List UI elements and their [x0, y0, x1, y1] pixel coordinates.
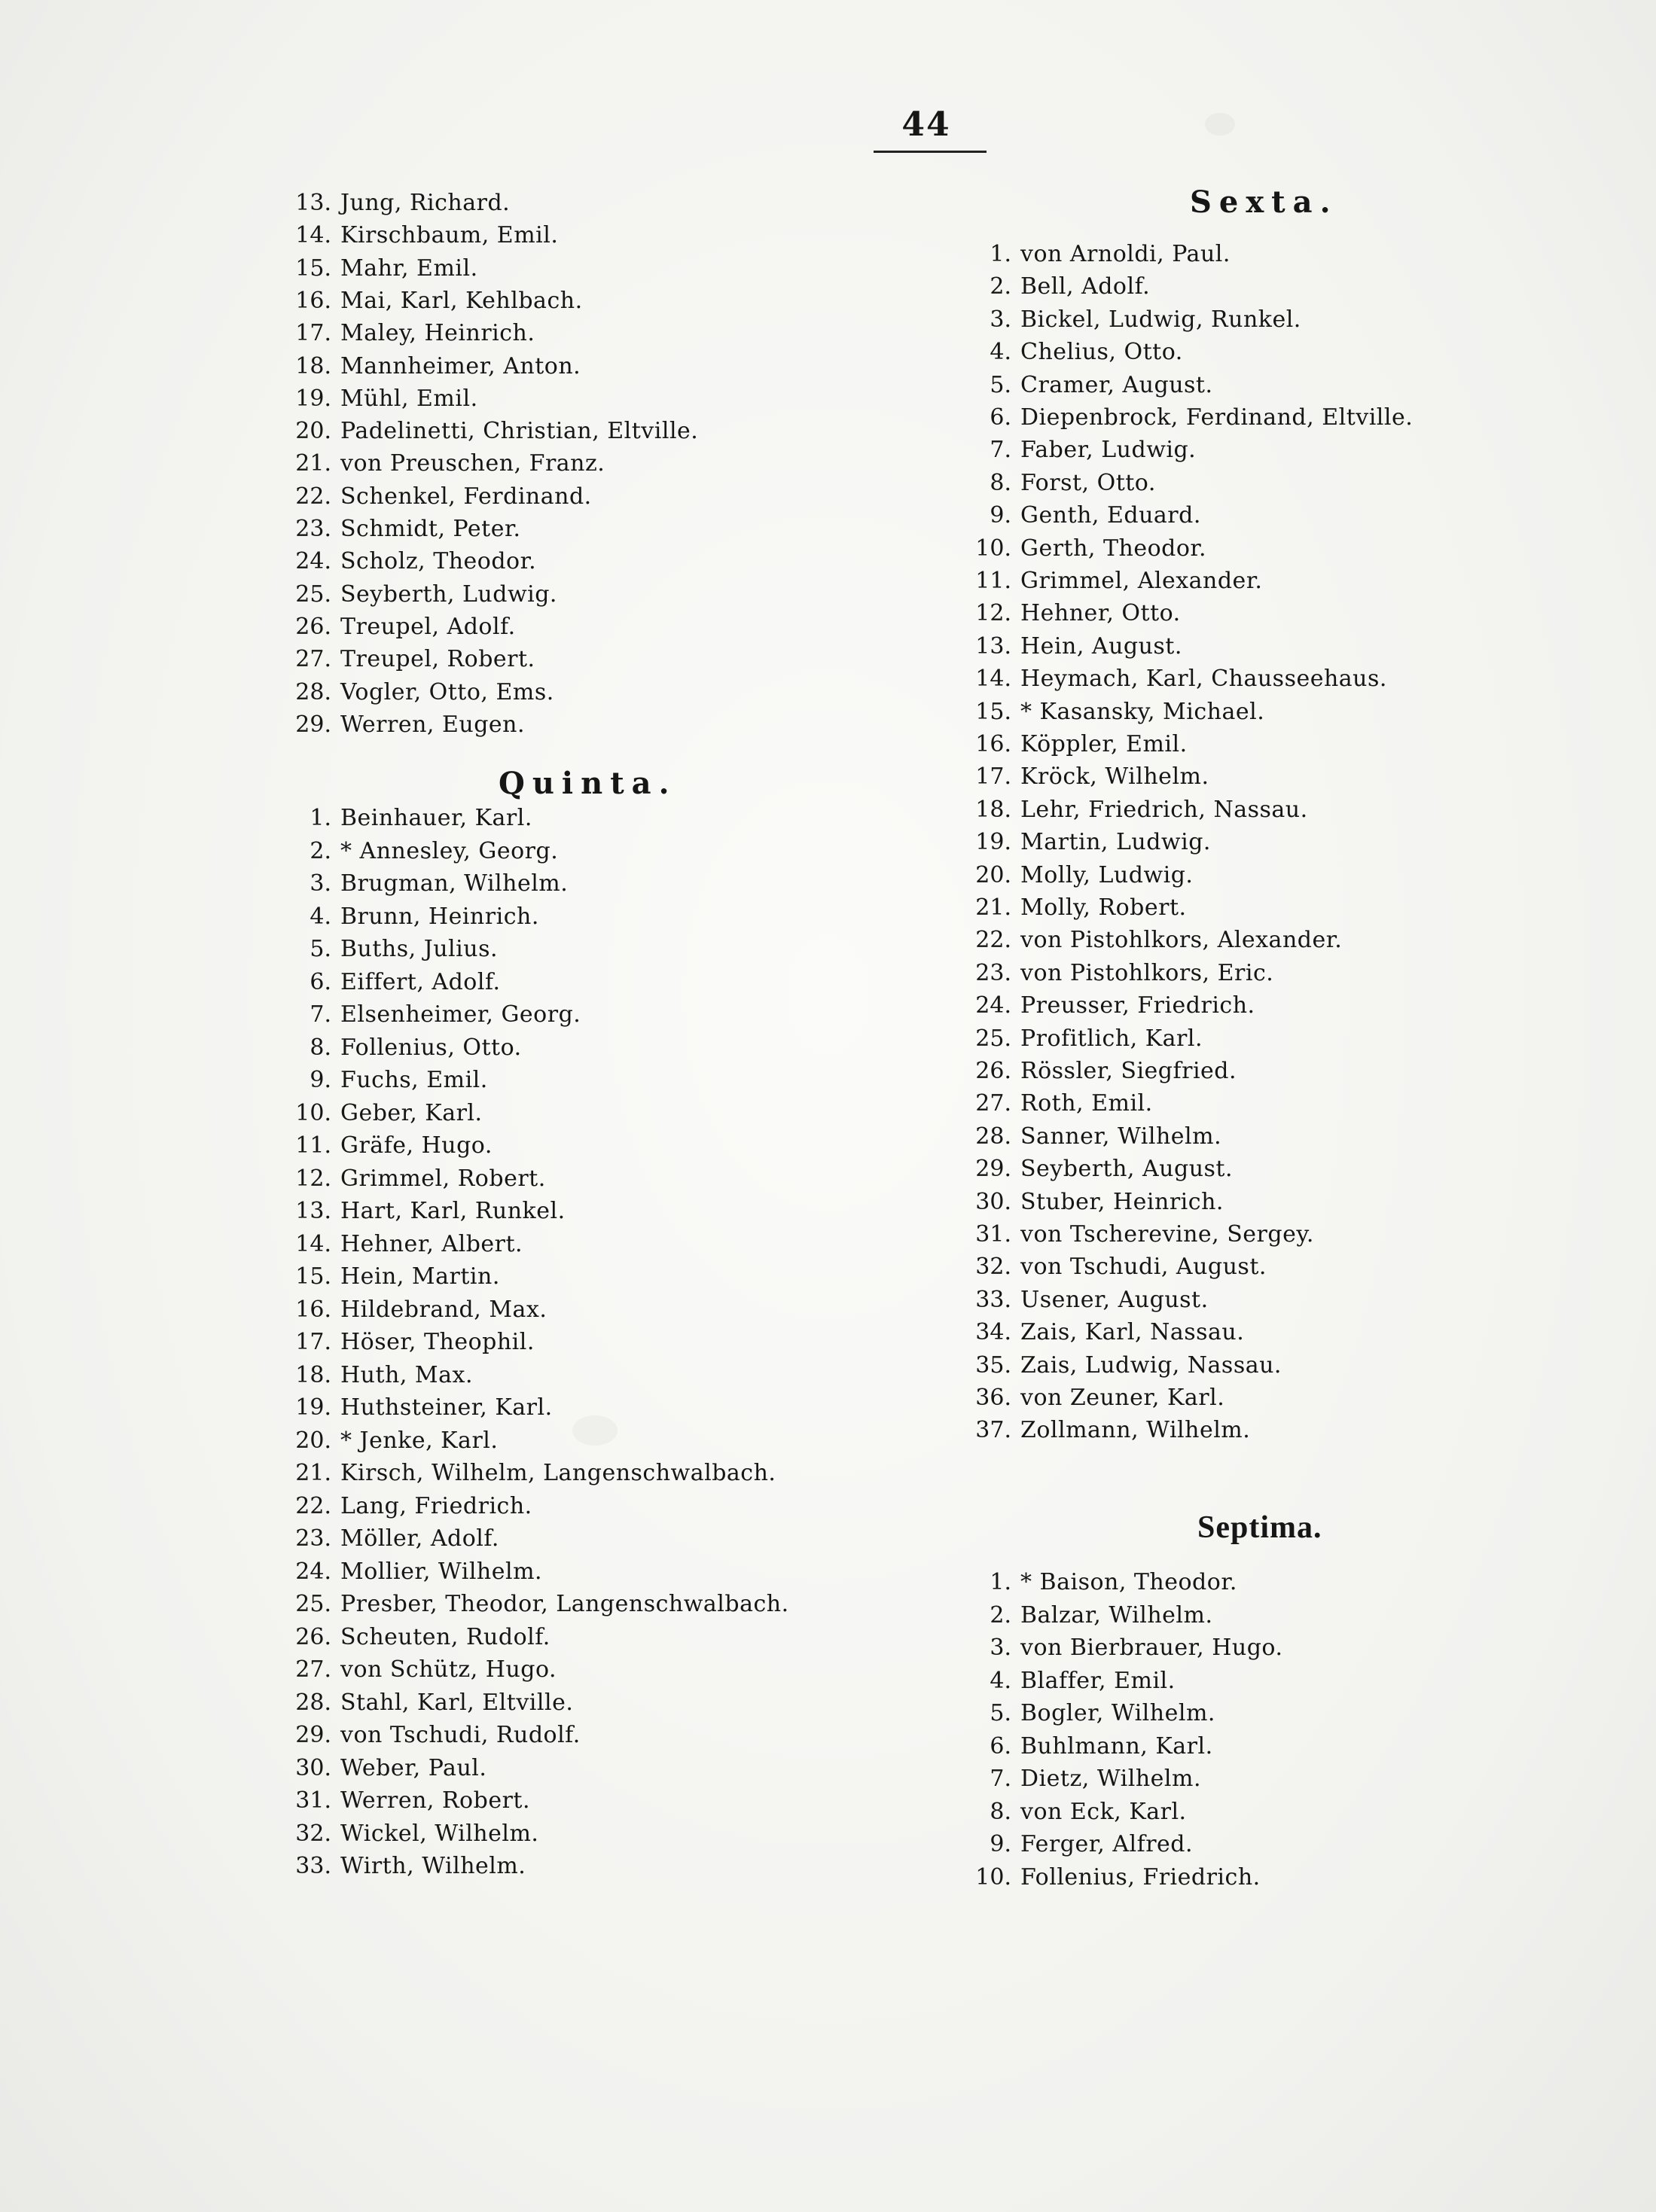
list-entry: [960, 370, 1213, 401]
list-entry: [280, 482, 592, 512]
entry-name: Forst, Otto.: [1020, 469, 1156, 496]
list-entry: [960, 1699, 1215, 1729]
list-entry: [960, 861, 1193, 891]
list-entry: [960, 566, 1262, 596]
entry-number: 18.: [975, 796, 1011, 823]
entry-name: von Arnoldi, Paul.: [1020, 241, 1231, 267]
entry-number: 24.: [295, 1558, 331, 1585]
entry-name: Zais, Ludwig, Nassau.: [1020, 1351, 1282, 1379]
list-entry: [960, 435, 1196, 465]
entry-number: 8.: [310, 1034, 331, 1061]
entry-number: 24.: [975, 992, 1011, 1019]
entry-name: Rössler, Siegfried.: [1020, 1058, 1237, 1084]
list-entry: [280, 1426, 498, 1456]
entry-number: 23.: [295, 516, 331, 542]
entry-name: Blaffer, Emil.: [1020, 1667, 1176, 1694]
entry-number: 10.: [295, 1099, 331, 1126]
entry-number: 25.: [295, 1591, 331, 1617]
entry-number: 19.: [295, 385, 331, 412]
entry-number: 24.: [295, 548, 331, 575]
entry-number: 30.: [975, 1188, 1011, 1215]
entry-number: 7.: [310, 1001, 331, 1028]
list-entry: [280, 644, 535, 675]
list-entry: [280, 1360, 473, 1391]
entry-name: Hehner, Otto.: [1020, 600, 1181, 627]
entry-name: Wickel, Wilhelm.: [340, 1820, 539, 1847]
entry-name: Heymach, Karl, Chausseehaus.: [1020, 666, 1387, 693]
entry-name: Werren, Robert.: [340, 1787, 531, 1814]
list-entry: [960, 795, 1308, 825]
list-entry: [960, 1285, 1209, 1315]
entry-number: 27.: [295, 1656, 331, 1683]
entry-number: 2.: [990, 273, 1011, 300]
list-entry: [960, 1318, 1244, 1348]
list-entry: [960, 305, 1301, 335]
entry-number: 28.: [295, 678, 331, 705]
entry-name: Zais, Karl, Nassau.: [1020, 1319, 1245, 1346]
list-entry: [280, 1065, 488, 1095]
page-number-rule: [874, 151, 987, 153]
entry-number: 5.: [990, 371, 1011, 398]
entry-name: Huthsteiner, Karl.: [340, 1394, 553, 1421]
list-entry: [280, 1524, 499, 1554]
entry-number: 29.: [295, 711, 331, 738]
entry-name: Vogler, Otto, Ems.: [340, 678, 554, 705]
entry-number: 16.: [295, 287, 331, 314]
entry-number: 15.: [295, 1263, 331, 1290]
entry-name: Seyberth, Ludwig.: [340, 580, 557, 608]
list-entry: [960, 1383, 1224, 1413]
entry-name: Martin, Ludwig.: [1020, 829, 1211, 856]
entry-name: Hein, Martin.: [340, 1263, 500, 1290]
entry-name: Mollier, Wilhelm.: [340, 1558, 543, 1585]
list-entry: [280, 967, 501, 998]
list-entry: [280, 547, 536, 577]
entry-name: Treupel, Robert.: [340, 646, 535, 673]
septima-heading: Septima.: [1197, 1510, 1322, 1545]
list-entry: [280, 1196, 566, 1226]
list-entry: [280, 1229, 523, 1260]
entry-name: von Schütz, Hugo.: [340, 1656, 557, 1683]
entry-name: Schenkel, Ferdinand.: [340, 483, 592, 510]
entry-number: 12.: [295, 1165, 331, 1192]
entry-name: Gerth, Theodor.: [1020, 535, 1207, 562]
entry-name: Kirschbaum, Emil.: [340, 222, 559, 249]
entry-name: Mai, Karl, Kehlbach.: [340, 287, 583, 314]
entry-name: Lang, Friedrich.: [340, 1492, 532, 1519]
entry-name: Bogler, Wilhelm.: [1020, 1700, 1215, 1726]
entry-name: Ferger, Alfred.: [1020, 1831, 1194, 1857]
list-entry: [280, 612, 516, 642]
entry-name: Elsenheimer, Georg.: [340, 1001, 581, 1028]
list-entry: [960, 272, 1150, 302]
list-entry: [960, 501, 1201, 531]
list-entry: [280, 384, 478, 414]
entry-number: 14.: [295, 222, 331, 249]
entry-name: Scholz, Theodor.: [340, 548, 537, 575]
entry-name: von Tschudi, Rudolf.: [340, 1722, 581, 1748]
entry-name: Geber, Karl.: [340, 1099, 483, 1126]
entry-number: 13.: [295, 1198, 331, 1224]
entry-name: Buths, Julius.: [340, 936, 499, 962]
list-entry: [280, 449, 605, 479]
entry-name: Beinhauer, Karl.: [340, 805, 532, 831]
entry-number: 8.: [990, 1798, 1011, 1825]
entry-number: 12.: [975, 600, 1011, 627]
entry-number: 6.: [990, 404, 1011, 431]
entry-name: Presber, Theodor, Langenschwalbach.: [340, 1591, 789, 1617]
list-entry: [960, 1415, 1250, 1446]
entry-number: 26.: [975, 1058, 1011, 1084]
entry-name: von Tscherevine, Sergey.: [1020, 1221, 1314, 1248]
entry-name: Seyberth, August.: [1020, 1156, 1234, 1183]
list-entry: [280, 1295, 547, 1325]
entry-name: Gräfe, Hugo.: [340, 1132, 493, 1159]
list-entry: [960, 1351, 1282, 1381]
list-entry: [960, 632, 1182, 662]
entry-name: Köppler, Emil.: [1020, 731, 1188, 757]
entry-number: 33.: [295, 1853, 331, 1879]
list-entry: [280, 1164, 546, 1194]
entry-number: 16.: [295, 1296, 331, 1323]
entry-number: 2.: [310, 837, 331, 864]
entry-number: 35.: [975, 1351, 1011, 1379]
entry-number: 19.: [975, 829, 1011, 856]
list-entry: [960, 599, 1181, 629]
entry-number: 37.: [975, 1417, 1011, 1444]
entry-name: Usener, August.: [1020, 1286, 1209, 1313]
entry-number: 28.: [975, 1123, 1011, 1150]
page-number: 44: [901, 105, 951, 144]
entry-number: 23.: [295, 1525, 331, 1552]
entry-name: Maley, Heinrich.: [340, 320, 535, 347]
entry-number: 27.: [975, 1090, 1011, 1117]
entry-number: 13.: [975, 632, 1011, 660]
list-entry: [960, 730, 1188, 760]
list-entry: [280, 1753, 486, 1784]
entry-name: Stahl, Karl, Eltville.: [340, 1689, 574, 1716]
entry-number: 20.: [295, 418, 331, 445]
entry-number: 20.: [295, 1427, 331, 1454]
list-entry: [960, 958, 1273, 989]
quinta-heading: Quinta.: [499, 766, 677, 801]
entry-number: 20.: [975, 861, 1011, 888]
list-entry: [280, 803, 532, 833]
list-entry: [280, 1589, 789, 1619]
entry-name: Hart, Karl, Runkel.: [340, 1198, 566, 1224]
entry-number: 21.: [975, 894, 1011, 921]
entry-number: 3.: [310, 870, 331, 897]
list-entry: [280, 1819, 538, 1849]
entry-number: 21.: [295, 1460, 331, 1486]
entry-name: Buhlmann, Karl.: [1020, 1732, 1213, 1760]
entry-number: 33.: [975, 1286, 1011, 1313]
list-entry: [280, 1098, 483, 1129]
list-entry: [960, 1568, 1237, 1598]
entry-name: Möller, Adolf.: [340, 1525, 499, 1552]
entry-number: 34.: [975, 1319, 1011, 1346]
list-entry: [960, 534, 1206, 564]
list-entry: [280, 869, 568, 899]
entry-name: Eiffert, Adolf.: [340, 968, 501, 995]
entry-name: Grimmel, Robert.: [340, 1165, 546, 1192]
entry-number: 1.: [990, 241, 1011, 267]
entry-number: 4.: [990, 339, 1011, 366]
list-entry: [280, 286, 583, 316]
entry-number: 21.: [295, 450, 331, 477]
entry-number: 28.: [295, 1689, 331, 1716]
entry-name: * Kasansky, Michael.: [1020, 698, 1265, 725]
entry-number: 15.: [975, 698, 1011, 725]
entry-name: Huth, Max.: [340, 1361, 473, 1388]
list-entry: [280, 902, 539, 932]
entry-number: 10.: [975, 1863, 1011, 1891]
entry-name: von Bierbrauer, Hugo.: [1020, 1635, 1283, 1661]
entry-number: 26.: [295, 613, 331, 640]
entry-name: von Zeuner, Karl.: [1020, 1385, 1225, 1411]
entry-number: 11.: [295, 1132, 331, 1159]
list-entry: [960, 468, 1156, 498]
list-entry: [280, 1786, 530, 1816]
list-entry: [280, 1720, 581, 1750]
entry-number: 17.: [295, 320, 331, 347]
entry-number: 22.: [295, 1492, 331, 1519]
list-entry: [280, 934, 498, 964]
list-entry: [280, 1033, 522, 1063]
entry-name: Molly, Ludwig.: [1020, 861, 1194, 888]
entry-number: 7.: [990, 437, 1011, 464]
entry-number: 26.: [295, 1623, 331, 1650]
list-entry: [280, 1851, 526, 1881]
entry-number: 30.: [295, 1754, 331, 1781]
list-entry: [960, 762, 1209, 792]
list-entry: [960, 1187, 1224, 1217]
list-entry: [280, 254, 478, 284]
list-entry: [960, 1056, 1237, 1086]
entry-number: 17.: [975, 763, 1011, 791]
entry-name: Jung, Richard.: [340, 190, 511, 216]
entry-number: 1.: [310, 805, 331, 831]
entry-number: 29.: [975, 1156, 1011, 1183]
entry-name: Kirsch, Wilhelm, Langenschwalbach.: [340, 1460, 776, 1486]
list-entry: [960, 1732, 1213, 1762]
entry-number: 32.: [975, 1254, 1011, 1281]
entry-name: Mahr, Emil.: [340, 254, 478, 282]
entry-number: 25.: [295, 580, 331, 608]
list-entry: [280, 318, 535, 349]
paper-stain: [1205, 113, 1235, 136]
entry-number: 31.: [295, 1787, 331, 1814]
entry-number: 8.: [990, 469, 1011, 496]
entry-number: 16.: [975, 731, 1011, 757]
entry-name: Molly, Robert.: [1020, 894, 1187, 921]
list-entry: [960, 1764, 1201, 1794]
entry-name: Lehr, Friedrich, Nassau.: [1020, 796, 1308, 823]
list-entry: [280, 1000, 581, 1030]
list-entry: [960, 1154, 1233, 1184]
list-entry: [280, 221, 558, 251]
list-entry: [280, 188, 510, 218]
entry-name: Dietz, Wilhelm.: [1020, 1766, 1201, 1792]
list-entry: [280, 1131, 493, 1161]
list-entry: [280, 1458, 776, 1488]
entry-name: Brugman, Wilhelm.: [340, 870, 569, 897]
entry-name: Padelinetti, Christian, Eltville.: [340, 418, 699, 445]
entry-number: 15.: [295, 254, 331, 282]
list-entry: [280, 1491, 532, 1522]
entry-number: 10.: [975, 535, 1011, 562]
list-entry: [280, 836, 558, 867]
entry-number: 13.: [295, 190, 331, 216]
list-entry: [960, 827, 1211, 858]
entry-number: 6.: [990, 1732, 1011, 1760]
entry-name: * Baison, Theodor.: [1020, 1569, 1237, 1595]
entry-number: 22.: [295, 483, 331, 510]
list-entry: [960, 1863, 1261, 1893]
list-entry: [960, 1601, 1213, 1631]
list-entry: [960, 1666, 1176, 1696]
entry-number: 9.: [990, 1831, 1011, 1857]
list-entry: [960, 1830, 1193, 1860]
entry-name: von Tschudi, August.: [1020, 1254, 1267, 1281]
list-entry: [960, 1089, 1153, 1119]
entry-name: Bell, Adolf.: [1020, 273, 1151, 300]
list-entry: [960, 1122, 1221, 1152]
entry-name: Hein, August.: [1020, 632, 1182, 660]
list-entry: [280, 1655, 557, 1685]
entry-number: 32.: [295, 1820, 331, 1847]
entry-number: 17.: [295, 1329, 331, 1355]
list-entry: [280, 1688, 573, 1718]
list-entry: [960, 337, 1183, 367]
entry-number: 11.: [975, 568, 1011, 594]
entry-name: Roth, Emil.: [1020, 1090, 1153, 1117]
list-entry: [280, 1622, 550, 1653]
list-entry: [960, 893, 1187, 923]
entry-name: von Pistohlkors, Alexander.: [1020, 927, 1343, 954]
entry-name: Diepenbrock, Ferdinand, Eltville.: [1020, 404, 1414, 431]
entry-number: 5.: [310, 936, 331, 962]
entry-number: 31.: [975, 1221, 1011, 1248]
entry-name: Follenius, Friedrich.: [1020, 1863, 1261, 1891]
entry-name: * Annesley, Georg.: [340, 837, 559, 864]
list-entry: [960, 697, 1264, 727]
entry-name: Genth, Eduard.: [1020, 502, 1201, 529]
entry-number: 22.: [975, 927, 1011, 954]
entry-number: 14.: [295, 1230, 331, 1257]
entry-name: Grimmel, Alexander.: [1020, 568, 1263, 594]
list-entry: [960, 1633, 1282, 1663]
list-entry: [960, 1220, 1314, 1250]
entry-name: Follenius, Otto.: [340, 1034, 522, 1061]
entry-number: 4.: [310, 903, 331, 930]
entry-name: Wirth, Wilhelm.: [340, 1853, 526, 1879]
entry-name: Preusser, Friedrich.: [1020, 992, 1255, 1019]
entry-name: Scheuten, Rudolf.: [340, 1623, 550, 1650]
entry-name: Werren, Eugen.: [340, 711, 526, 738]
entry-name: Hildebrand, Max.: [340, 1296, 547, 1323]
list-entry: [280, 416, 698, 446]
entry-name: * Jenke, Karl.: [340, 1427, 499, 1454]
list-entry: [280, 1327, 535, 1357]
list-entry: [280, 1393, 553, 1423]
entry-name: Fuchs, Emil.: [340, 1067, 488, 1093]
entry-name: Bickel, Ludwig, Runkel.: [1020, 306, 1301, 333]
list-entry: [280, 514, 521, 544]
entry-number: 29.: [295, 1722, 331, 1748]
entry-name: Mühl, Emil.: [340, 385, 478, 412]
entry-number: 6.: [310, 968, 331, 995]
list-entry: [960, 1024, 1203, 1054]
list-entry: [960, 239, 1231, 270]
entry-name: Sanner, Wilhelm.: [1020, 1123, 1222, 1150]
entry-name: Schmidt, Peter.: [340, 516, 521, 542]
entry-name: Chelius, Otto.: [1020, 339, 1183, 366]
entry-name: Höser, Theophil.: [340, 1329, 535, 1355]
entry-number: 2.: [990, 1601, 1011, 1629]
entry-number: 9.: [310, 1067, 331, 1093]
entry-number: 9.: [990, 502, 1011, 529]
list-entry: [280, 352, 581, 382]
list-entry: [960, 1252, 1267, 1282]
entry-number: 23.: [975, 959, 1011, 986]
list-entry: [960, 1797, 1187, 1827]
entry-name: Weber, Paul.: [340, 1754, 487, 1781]
sexta-heading: Sexta.: [1190, 184, 1338, 220]
entry-number: 5.: [990, 1700, 1011, 1726]
entry-number: 3.: [990, 306, 1011, 333]
entry-number: 18.: [295, 1361, 331, 1388]
paper-stain: [572, 1415, 618, 1446]
entry-number: 19.: [295, 1394, 331, 1421]
entry-name: Brunn, Heinrich.: [340, 903, 539, 930]
entry-number: 14.: [975, 666, 1011, 693]
entry-number: 27.: [295, 646, 331, 673]
entry-name: Balzar, Wilhelm.: [1020, 1601, 1213, 1629]
entry-name: Stuber, Heinrich.: [1020, 1188, 1224, 1215]
list-entry: [960, 403, 1413, 433]
list-entry: [960, 925, 1342, 955]
entry-name: von Preuschen, Franz.: [340, 450, 605, 477]
list-entry: [280, 678, 554, 708]
list-entry: [960, 991, 1255, 1021]
entry-name: Mannheimer, Anton.: [340, 352, 581, 379]
entry-number: 25.: [975, 1025, 1011, 1052]
entry-name: Hehner, Albert.: [340, 1230, 523, 1257]
entry-name: Faber, Ludwig.: [1020, 437, 1197, 464]
entry-number: 18.: [295, 352, 331, 379]
list-entry: [280, 1262, 500, 1292]
entry-number: 1.: [990, 1569, 1011, 1595]
entry-name: von Pistohlkors, Eric.: [1020, 959, 1274, 986]
entry-name: Kröck, Wilhelm.: [1020, 763, 1209, 791]
entry-number: 3.: [990, 1635, 1011, 1661]
entry-name: Cramer, August.: [1020, 371, 1213, 398]
list-entry: [960, 664, 1387, 694]
entry-name: Profitlich, Karl.: [1020, 1025, 1203, 1052]
entry-number: 4.: [990, 1667, 1011, 1694]
entry-number: 36.: [975, 1385, 1011, 1411]
list-entry: [280, 580, 557, 610]
entry-name: Treupel, Adolf.: [340, 613, 516, 640]
list-entry: [280, 710, 525, 740]
entry-name: Zollmann, Wilhelm.: [1020, 1417, 1251, 1444]
entry-name: von Eck, Karl.: [1020, 1798, 1187, 1825]
entry-number: 7.: [990, 1766, 1011, 1792]
list-entry: [280, 1557, 542, 1587]
